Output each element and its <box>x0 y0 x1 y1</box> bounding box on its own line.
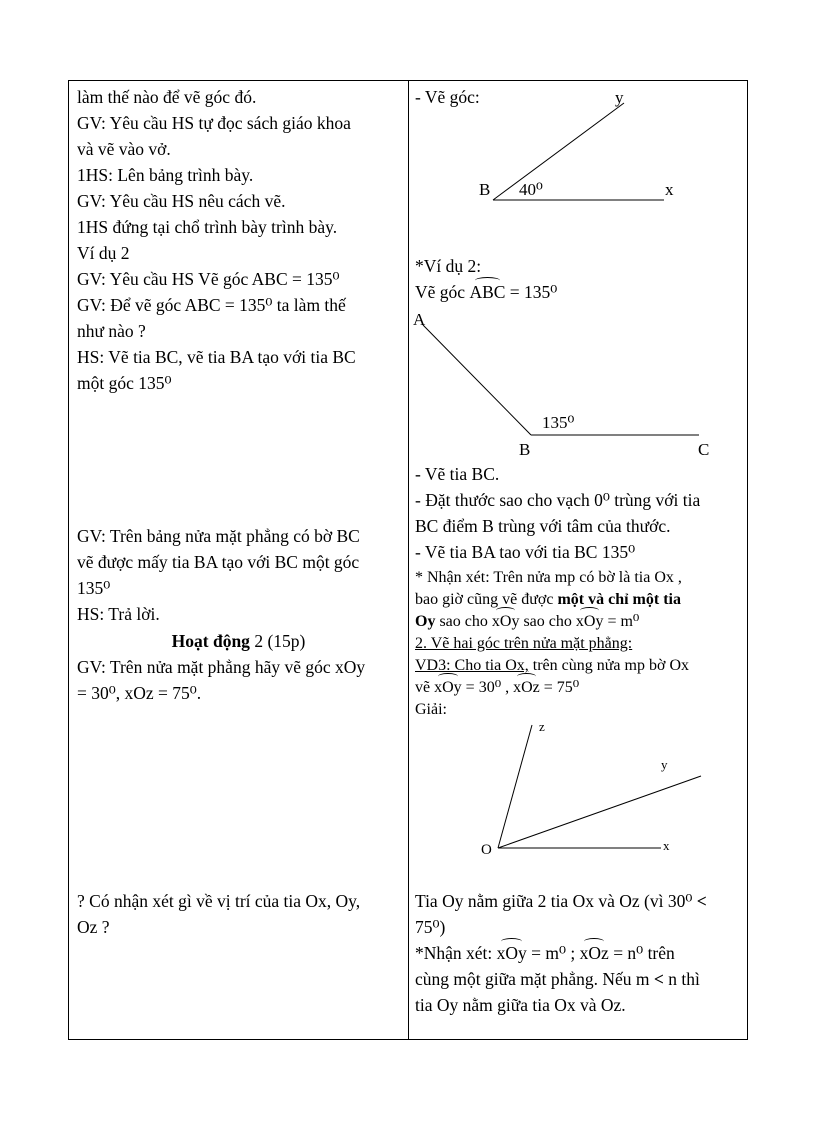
label-o: O <box>481 842 492 857</box>
remark-3-post: sao cho <box>519 613 576 630</box>
vd3-task <box>415 676 579 700</box>
step-3: - Vẽ tia BA tao với tia BC 135⁰ <box>415 542 636 562</box>
left-line: HS: Vẽ tia BC, vẽ tia BA tạo với tia BC <box>77 347 356 367</box>
left-line: GV: Yêu cầu HS Vẽ góc ABC = 135⁰ <box>77 269 340 289</box>
label-x: x <box>665 180 674 199</box>
left-line: 135⁰ <box>77 578 111 598</box>
lesson-table <box>68 80 748 1040</box>
ray-ba <box>423 325 531 435</box>
remark-2 <box>415 588 681 612</box>
remark-3-end: = m⁰ <box>603 613 640 630</box>
label-135: 135⁰ <box>542 413 575 432</box>
example2-pre: Vẽ góc <box>415 282 470 302</box>
remark-4-pre: *Nhận xét: <box>415 943 497 963</box>
step-2a: - Đặt thước sao cho vạch 0⁰ trùng với tia <box>415 490 701 510</box>
vd3-underlined: VD3: Cho tia Ox, <box>415 657 529 674</box>
remark-2-bold: một và chỉ một tia <box>557 591 681 608</box>
angle-40-figure <box>469 83 709 203</box>
example2-title: *Ví dụ 2: <box>415 256 482 276</box>
vd3-task-mid: = 30⁰ , <box>461 679 514 696</box>
ray-by <box>493 103 624 200</box>
solution-label: Giải: <box>415 701 447 718</box>
two-angles-figure <box>469 717 747 857</box>
step-1: - Vẽ tia BC. <box>415 464 500 484</box>
activity-heading <box>69 629 408 653</box>
angle-xoz: xOz <box>579 943 609 963</box>
left-line: như nào ? <box>77 321 146 341</box>
remark-4 <box>415 941 675 965</box>
remark-4-end: = n⁰ trên <box>608 943 675 963</box>
left-line: Ví dụ 2 <box>77 243 130 263</box>
remark-5 <box>415 967 700 991</box>
label-y: y <box>661 757 668 772</box>
left-line: GV: Để vẽ góc ABC = 135⁰ ta làm thế <box>77 295 346 315</box>
ray-oy <box>498 776 701 848</box>
left-line: = 30⁰, xOz = 75⁰. <box>77 683 202 703</box>
left-line: GV: Yêu cầu HS tự đọc sách giáo khoa <box>77 113 351 133</box>
activity-heading-rest: 2 (15p) <box>249 631 306 651</box>
draw-angle-label: - Vẽ góc: <box>415 87 480 107</box>
section-2-heading <box>415 632 632 656</box>
teacher-student-column <box>69 81 408 1039</box>
left-line: làm thế nào để vẽ góc đó. <box>77 87 257 107</box>
label-z: z <box>539 719 545 734</box>
left-line: và vẽ vào vở. <box>77 139 171 159</box>
ray-oz <box>498 725 532 848</box>
remark-6: tia Oy nằm giữa tia Ox và Oz. <box>415 995 626 1015</box>
example2-task <box>415 280 557 304</box>
angle-xoz: xOz <box>513 676 540 700</box>
remark-5-pre: cùng một giữa mặt phẳng. Nếu m <box>415 969 654 989</box>
label-x: x <box>663 838 670 853</box>
angle-135-figure <box>409 307 747 467</box>
activity-heading-bold: Hoạt động <box>171 631 250 651</box>
left-line: 1HS đứng tại chổ trình bày trình bày. <box>77 217 338 237</box>
label-y: y <box>615 88 624 107</box>
angle-xoy: xOy <box>576 610 604 634</box>
conclusion-2: 75⁰) <box>415 917 446 937</box>
vd3-task-end: = 75⁰ <box>539 679 580 696</box>
label-b: B <box>519 440 531 459</box>
remark-5-end: n thì <box>663 969 700 989</box>
example2-post: = 135⁰ <box>505 282 558 302</box>
less-than: < <box>653 969 664 989</box>
less-than: < <box>696 891 707 911</box>
left-line: vẽ được mấy tia BA tạo với BC một góc <box>77 552 360 572</box>
left-line: GV: Yêu cầu HS nêu cách vẽ. <box>77 191 286 211</box>
remark-3-mid: sao cho <box>435 613 492 630</box>
label-b: B <box>479 180 491 199</box>
angle-abc: ABC <box>469 282 506 302</box>
remark-3 <box>415 610 639 634</box>
vd3-rest: trên cùng nửa mp bờ Ox <box>528 657 689 674</box>
remark-2-pre: bao giờ cũng vẽ được <box>415 591 558 608</box>
conclusion-1-pre: Tia Oy nằm giữa 2 tia Ox và Oz (vì 30⁰ <box>415 891 697 911</box>
remark-4-mid: = m⁰ ; <box>526 943 580 963</box>
step-2b: BC điểm B trùng với tâm của thước. <box>415 516 671 536</box>
angle-xoy: xOy <box>434 676 462 700</box>
left-line: HS: Trả lời. <box>77 604 160 624</box>
label-a: A <box>413 310 426 329</box>
left-line: ? Có nhận xét gì về vị trí của tia Ox, Oy, <box>77 891 361 911</box>
left-line: 1HS: Lên bảng trình bày. <box>77 165 254 185</box>
vd3-task-pre: vẽ <box>415 679 435 696</box>
left-line: GV: Trên nửa mặt phẳng hãy vẽ góc xOy <box>77 657 366 677</box>
board-content-column <box>409 81 747 1039</box>
remark-1: * Nhận xét: Trên nửa mp có bờ là tia Ox , <box>415 569 682 586</box>
angle-xoy: xOy <box>496 943 527 963</box>
left-line: GV: Trên bảng nửa mặt phẳng có bờ BC <box>77 526 360 546</box>
left-line: một góc 135⁰ <box>77 373 172 393</box>
label-c: C <box>698 440 710 459</box>
remark-3-bold: Oy <box>415 613 436 630</box>
angle-xoy: xOy <box>492 610 520 634</box>
left-line: Oz ? <box>77 917 110 937</box>
conclusion-1 <box>415 889 707 913</box>
label-40: 40⁰ <box>519 180 543 199</box>
section-2-text: 2. Vẽ hai góc trên nửa mặt phẳng: <box>415 635 633 652</box>
